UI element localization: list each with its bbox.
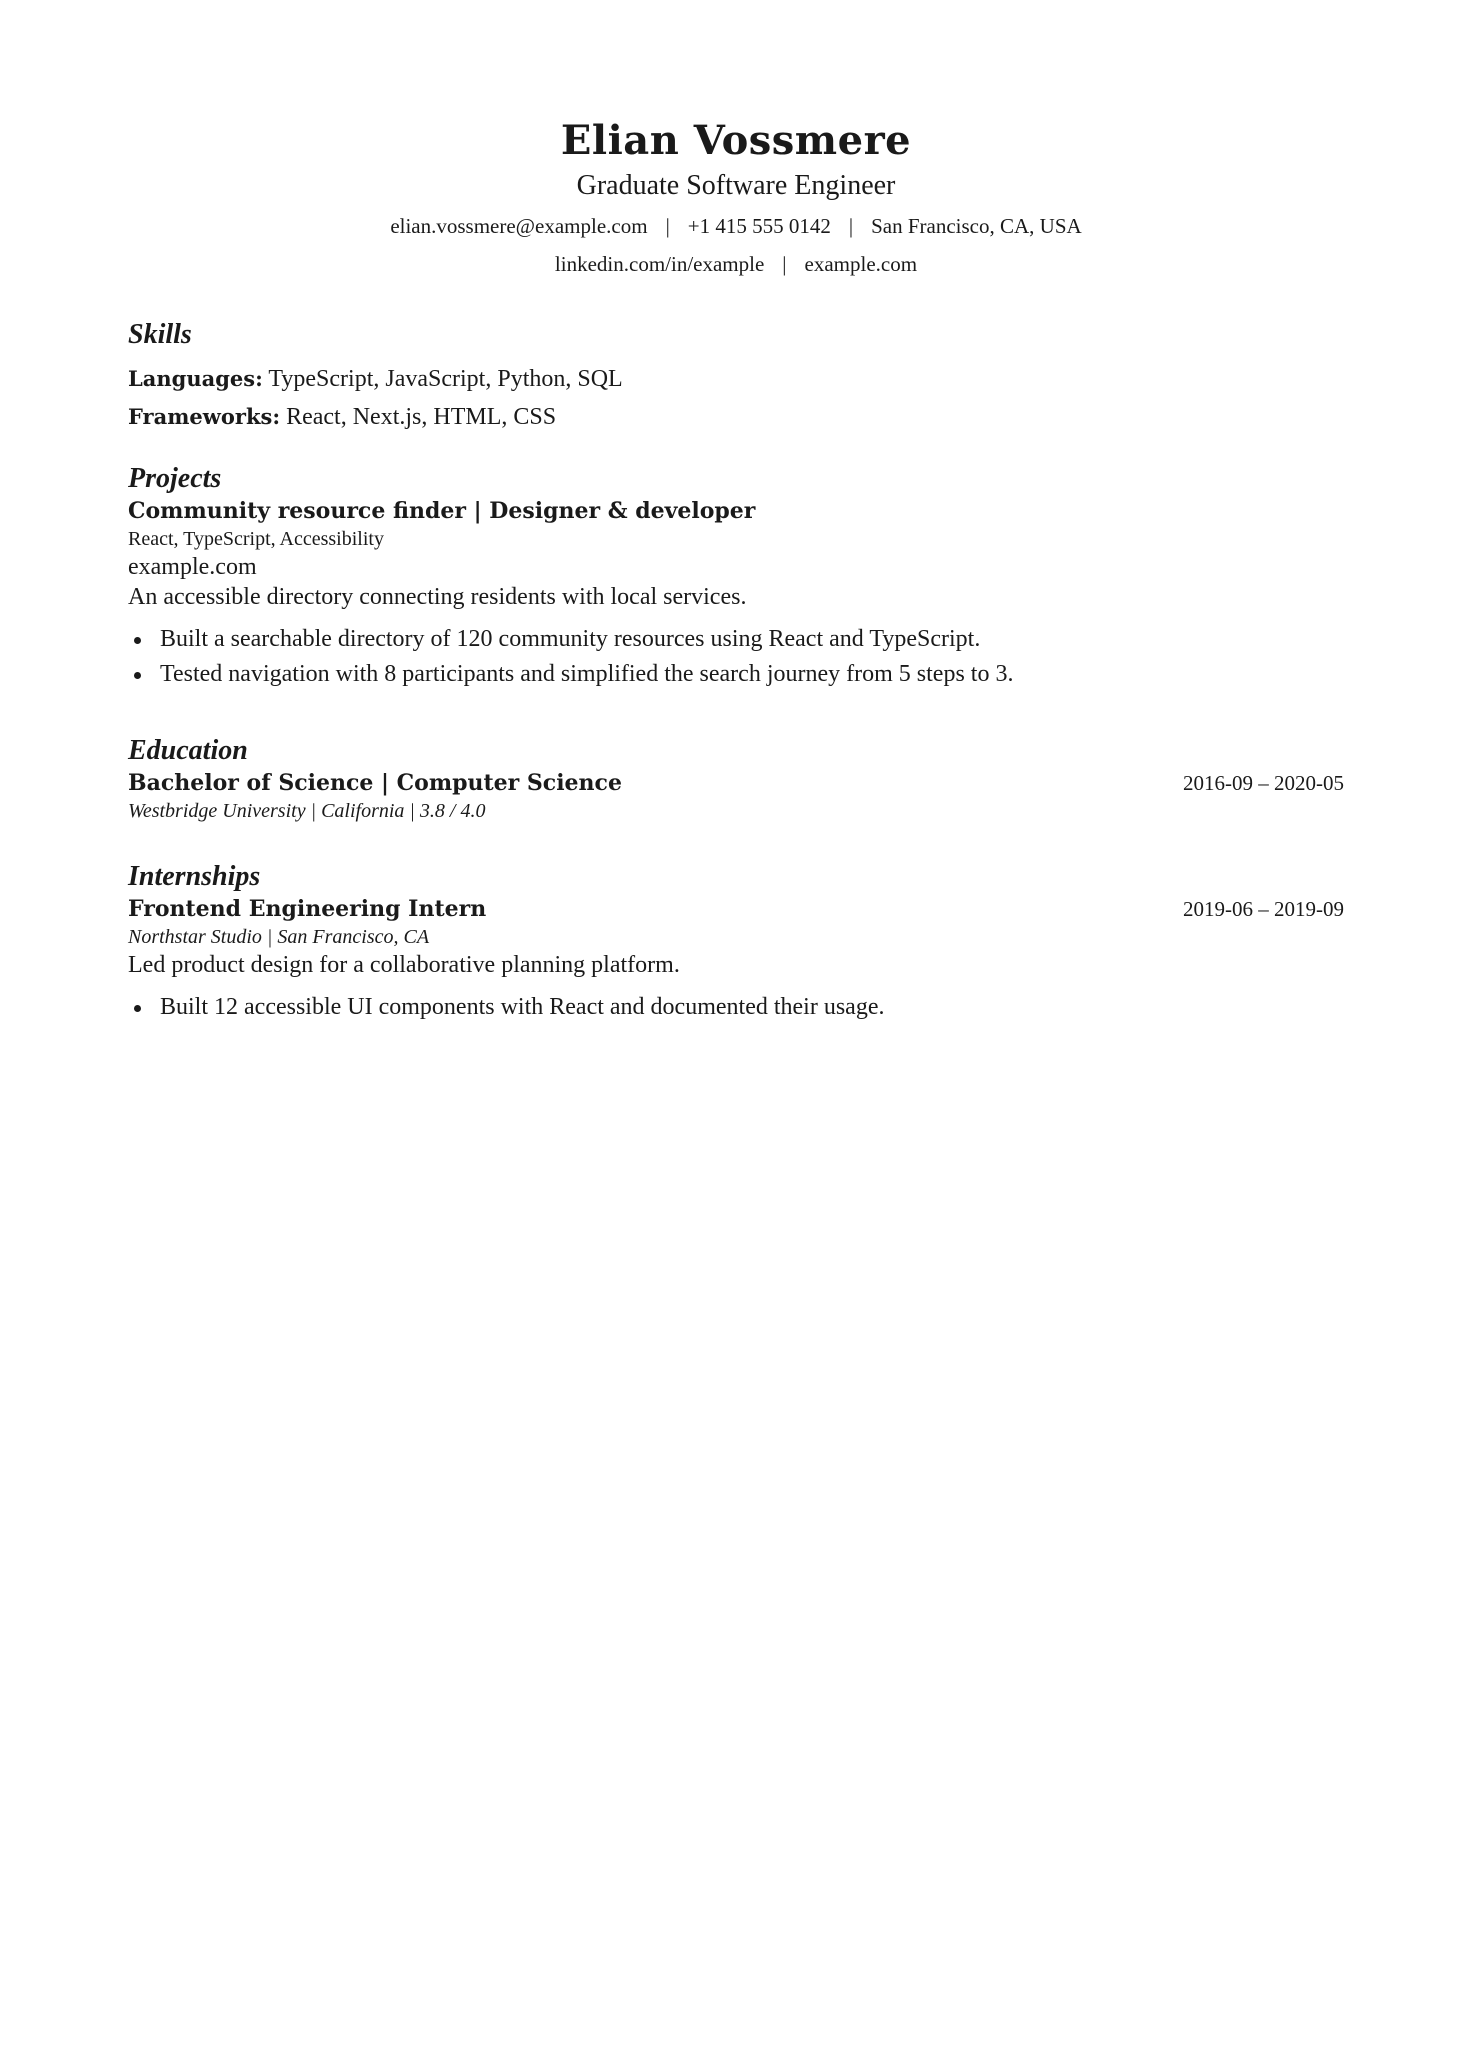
project-bullets (128, 622, 1344, 692)
skill-group-languages (128, 364, 1344, 394)
projects-title: Projects (128, 463, 222, 494)
education-details: Westbridge University | California | 3.8 / 4.0 (128, 800, 486, 822)
contact-line-secondary (128, 250, 1344, 278)
skill-group-frameworks (128, 402, 1344, 432)
project-title: Community resource finder | Designer & developer (128, 498, 756, 524)
projects-section (128, 462, 1344, 692)
bullet-icon (134, 672, 141, 679)
email-link[interactable]: elian.vossmere@example.com (390, 214, 648, 238)
location: San Francisco, CA, USA (871, 214, 1082, 238)
website-link[interactable]: example.com (804, 252, 918, 276)
phone-number: +1 415 555 0142 (687, 214, 831, 238)
education-title: Education (128, 735, 248, 766)
internship-bullets (128, 990, 1344, 1025)
bullet-icon (134, 637, 141, 644)
list-item: Built 12 accessible UI components with React and documented their usage. (160, 990, 1344, 1025)
skill-label: Frameworks: (128, 404, 281, 429)
resume-header (128, 116, 1344, 278)
internship-summary: Led product design for a collaborative planning platform. (128, 952, 680, 978)
list-item: Built a searchable directory of 120 community resources using React and TypeScript. (160, 622, 1344, 657)
skill-label: Languages: (128, 366, 263, 391)
education-dates: 2016-09 – 2020-05 (1183, 771, 1344, 795)
internships-section (128, 860, 1344, 1025)
education-section (128, 734, 1344, 824)
internship-row (128, 894, 1344, 924)
list-item: Tested navigation with 8 participants and simplified the search journey from 5 steps to 3. (160, 657, 1344, 692)
skill-value: React, Next.js, HTML, CSS (286, 404, 557, 430)
project-tech: React, TypeScript, Accessibility (128, 528, 384, 550)
degree-title: Bachelor of Science | Computer Science (128, 770, 622, 796)
project-summary: An accessible directory connecting residents with local services. (128, 584, 747, 610)
internships-title: Internships (128, 861, 261, 892)
education-entry (128, 768, 1344, 824)
education-row (128, 768, 1344, 798)
skill-value: TypeScript, JavaScript, Python, SQL (268, 366, 623, 392)
internship-dates: 2019-06 – 2019-09 (1183, 897, 1344, 921)
skills-section (128, 318, 1344, 432)
linkedin-link[interactable]: linkedin.com/in/example (554, 252, 765, 276)
internship-entry (128, 894, 1344, 1025)
contact-separator: | (782, 252, 787, 276)
contact-separator: | (848, 214, 854, 238)
internship-company: Northstar Studio | San Francisco, CA (128, 926, 430, 948)
internship-role: Frontend Engineering Intern (128, 896, 487, 922)
candidate-name: Elian Vossmere (560, 117, 912, 164)
contact-separator: | (665, 214, 670, 238)
bullet-icon (134, 1005, 141, 1012)
candidate-headline: Graduate Software Engineer (576, 170, 896, 201)
resume-page (128, 116, 1344, 1025)
contact-line-primary (128, 212, 1344, 240)
project-url[interactable]: example.com (128, 554, 257, 580)
project-entry (128, 496, 1344, 692)
skills-title: Skills (128, 319, 192, 350)
